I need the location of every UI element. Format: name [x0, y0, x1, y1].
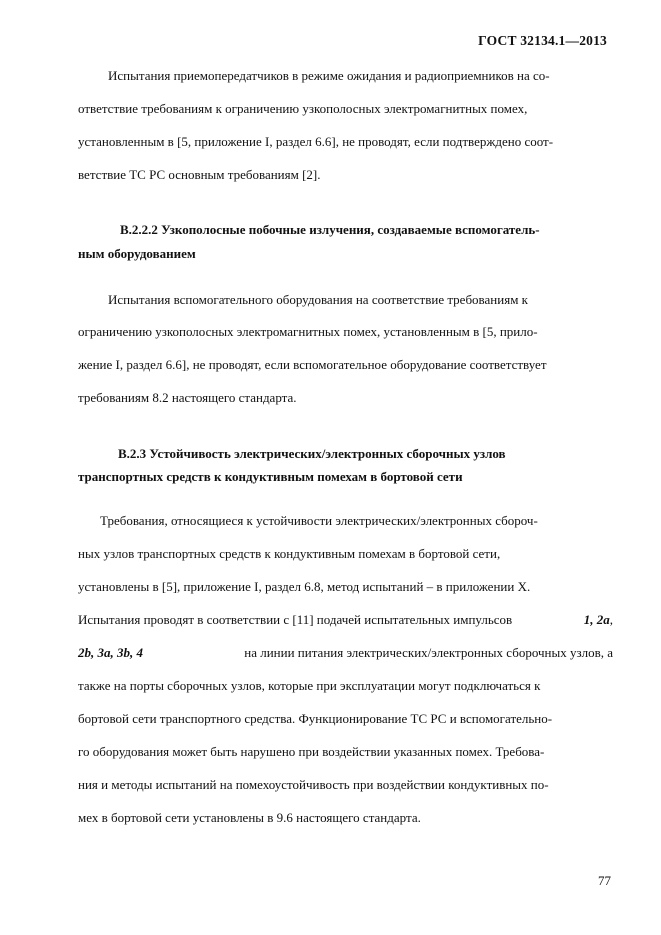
para3-line6: [78, 678, 613, 694]
section-heading-b23-line1: [118, 446, 613, 462]
section-heading-b222-line1: [120, 222, 613, 238]
text-span: ных узлов транспортных средств к кондуктивным помехам в бортовой сети,: [78, 546, 501, 561]
para3-line3: [78, 579, 613, 595]
para3-line1: [100, 513, 613, 529]
text-span: ответствие требованиям к ограничению узкополосных электромагнитных помех,: [78, 101, 528, 116]
text-span: В.2.3 Устойчивость электрических/электронных сборочных узлов: [118, 446, 506, 461]
para3-line5: [78, 645, 613, 661]
para1-line1: [108, 68, 613, 84]
text-span: Испытания проводят в соответствии с [11] подачей испытательных импульсов: [78, 612, 513, 627]
text-span: требованиям 8.2 настоящего стандарта.: [78, 390, 297, 405]
para1-line2: [78, 101, 613, 117]
italic-text: 2b, 3a, 3b, 4: [78, 645, 143, 660]
para3-line2: [78, 546, 613, 562]
text-span: ограничению узкополосных электромагнитных помех, установленным в [5, прило-: [78, 324, 538, 339]
para3-line10: [78, 810, 613, 826]
text-span: ,: [609, 612, 613, 627]
text-span: мех в бортовой сети установлены в 9.6 настоящего стандарта.: [78, 810, 421, 825]
para2-line4: [78, 390, 613, 406]
section-heading-b222-line2: [78, 246, 613, 262]
text-span: Испытания приемопередатчиков в режиме ожидания и радиоприемников на со-: [108, 68, 550, 83]
text-span: транспортных средств к кондуктивным помехам в бортовой сети: [78, 469, 463, 484]
text-span: установленным в [5, приложение I, раздел 6.6], не проводят, если подтверждено соот-: [78, 134, 554, 149]
italic-text: 1, 2a: [583, 612, 610, 627]
para3-line9: [78, 777, 613, 793]
text-span: установлены в [5], приложение I, раздел 6.8, метод испытаний – в приложении X.: [78, 579, 531, 594]
page-header-title: ГОСТ 32134.1—2013: [478, 33, 607, 48]
text-span: жение I, раздел 6.6], не проводят, если вспомогательное оборудование соответствует: [78, 357, 547, 372]
para1-line3: [78, 134, 613, 150]
text-span: Требования, относящиеся к устойчивости электрических/электронных сбороч-: [100, 513, 538, 528]
section-heading-b23-line2: [78, 469, 613, 485]
para2-line1: [108, 292, 613, 308]
text-span: ветствие ТС РС основным требованиям [2].: [78, 167, 321, 182]
text-span: го оборудования может быть нарушено при воздействии указанных помех. Требова-: [78, 744, 545, 759]
para3-line7: [78, 711, 613, 727]
pulse-numbers: [584, 612, 613, 628]
text-span: ния и методы испытаний на помехоустойчивость при воздействии кондуктивных по-: [78, 777, 549, 792]
text-span: бортовой сети транспортного средства. Функционирование ТС РС и вспомогательно-: [78, 711, 553, 726]
page-number: 77: [598, 873, 611, 888]
text-span: В.2.2.2 Узкополосные побочные излучения, создаваемые вспомогатель-: [120, 222, 540, 237]
text-span: на линии питания электрических/электронных сборочных узлов, а: [244, 645, 613, 660]
para1-line4: [78, 167, 613, 183]
text-span: Испытания вспомогательного оборудования на соответствие требованиям к: [108, 292, 528, 307]
text-span: также на порты сборочных узлов, которые при эксплуатации могут подключаться к: [78, 678, 541, 693]
para2-line2: [78, 324, 613, 340]
para3-line8: [78, 744, 613, 760]
para2-line3: [78, 357, 613, 373]
para3-line4: [78, 612, 613, 628]
text-span: ным оборудованием: [78, 246, 196, 261]
